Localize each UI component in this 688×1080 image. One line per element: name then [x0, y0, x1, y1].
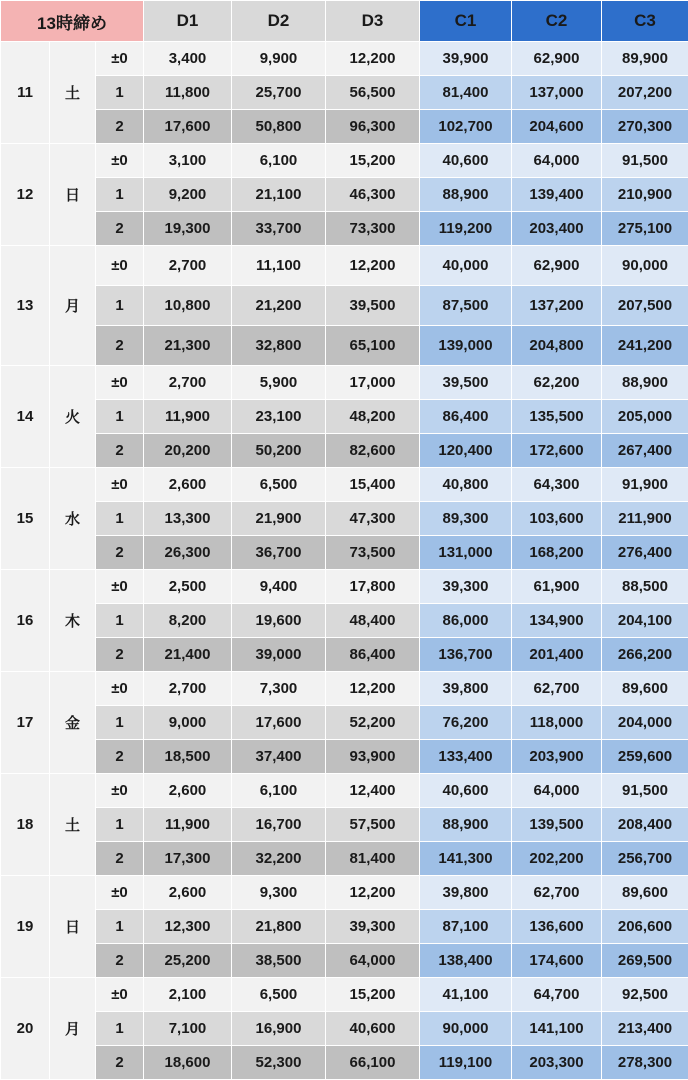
table-row	[1, 1012, 688, 1046]
value-cell-d2: 32,200	[232, 842, 326, 876]
value-cell-c2: 62,200	[512, 366, 602, 400]
table-row	[1, 110, 688, 144]
value-cell-d2: 5,900	[232, 366, 326, 400]
value-cell-d1: 2,500	[144, 570, 232, 604]
header-row	[1, 1, 688, 42]
level-label: 2	[96, 740, 144, 774]
value-cell-c2: 172,600	[512, 434, 602, 468]
table-row	[1, 774, 688, 808]
column-header-d3: D3	[326, 1, 420, 42]
level-label: ±0	[96, 246, 144, 286]
day-number: 17	[1, 672, 50, 774]
value-cell-d3: 65,100	[326, 326, 420, 366]
table-row	[1, 740, 688, 774]
value-cell-c3: 204,100	[602, 604, 688, 638]
value-cell-c1: 133,400	[420, 740, 512, 774]
value-cell-c3: 208,400	[602, 808, 688, 842]
level-label: 1	[96, 502, 144, 536]
value-cell-d1: 19,300	[144, 212, 232, 246]
value-cell-c3: 92,500	[602, 978, 688, 1012]
day-of-week: 日	[50, 876, 96, 978]
table-row	[1, 978, 688, 1012]
value-cell-c1: 86,000	[420, 604, 512, 638]
day-of-week: 金	[50, 672, 96, 774]
day-of-week: 火	[50, 366, 96, 468]
value-cell-d2: 6,100	[232, 144, 326, 178]
value-cell-c2: 135,500	[512, 400, 602, 434]
value-cell-c3: 210,900	[602, 178, 688, 212]
value-cell-c1: 119,200	[420, 212, 512, 246]
value-cell-d2: 6,500	[232, 978, 326, 1012]
value-cell-d3: 12,200	[326, 42, 420, 76]
value-cell-d2: 9,400	[232, 570, 326, 604]
value-cell-c2: 64,700	[512, 978, 602, 1012]
level-label: ±0	[96, 42, 144, 76]
value-cell-c3: 88,900	[602, 366, 688, 400]
value-cell-d3: 15,200	[326, 144, 420, 178]
day-of-week: 日	[50, 144, 96, 246]
value-cell-c1: 141,300	[420, 842, 512, 876]
value-cell-c3: 259,600	[602, 740, 688, 774]
value-cell-c3: 241,200	[602, 326, 688, 366]
day-number: 15	[1, 468, 50, 570]
level-label: ±0	[96, 366, 144, 400]
value-cell-c2: 103,600	[512, 502, 602, 536]
value-cell-d3: 17,800	[326, 570, 420, 604]
value-cell-d3: 57,500	[326, 808, 420, 842]
value-cell-c2: 202,200	[512, 842, 602, 876]
value-cell-d1: 2,700	[144, 246, 232, 286]
value-cell-d1: 18,500	[144, 740, 232, 774]
value-cell-d1: 21,400	[144, 638, 232, 672]
value-cell-d3: 17,000	[326, 366, 420, 400]
value-cell-c3: 266,200	[602, 638, 688, 672]
value-cell-d3: 96,300	[326, 110, 420, 144]
column-header-c1: C1	[420, 1, 512, 42]
value-cell-d1: 17,300	[144, 842, 232, 876]
day-number: 13	[1, 246, 50, 366]
value-cell-d2: 39,000	[232, 638, 326, 672]
value-cell-c1: 81,400	[420, 76, 512, 110]
value-cell-d2: 23,100	[232, 400, 326, 434]
value-cell-d2: 6,500	[232, 468, 326, 502]
value-cell-d2: 21,800	[232, 910, 326, 944]
value-cell-c2: 201,400	[512, 638, 602, 672]
level-label: 2	[96, 1046, 144, 1080]
value-cell-c1: 89,300	[420, 502, 512, 536]
value-cell-d1: 21,300	[144, 326, 232, 366]
level-label: 2	[96, 842, 144, 876]
value-cell-d3: 15,200	[326, 978, 420, 1012]
table-row	[1, 42, 688, 76]
level-label: 2	[96, 638, 144, 672]
value-cell-c1: 136,700	[420, 638, 512, 672]
value-cell-d1: 18,600	[144, 1046, 232, 1080]
value-cell-c3: 211,900	[602, 502, 688, 536]
day-number: 14	[1, 366, 50, 468]
value-cell-d3: 48,200	[326, 400, 420, 434]
level-label: ±0	[96, 774, 144, 808]
value-cell-c3: 267,400	[602, 434, 688, 468]
level-label: 2	[96, 110, 144, 144]
level-label: 1	[96, 604, 144, 638]
value-cell-d3: 46,300	[326, 178, 420, 212]
value-cell-d3: 39,500	[326, 286, 420, 326]
value-cell-c1: 39,900	[420, 42, 512, 76]
value-cell-c2: 64,000	[512, 774, 602, 808]
value-cell-c3: 91,500	[602, 144, 688, 178]
level-label: 1	[96, 1012, 144, 1046]
value-cell-c1: 90,000	[420, 1012, 512, 1046]
value-cell-c3: 90,000	[602, 246, 688, 286]
value-cell-d2: 25,700	[232, 76, 326, 110]
value-cell-d2: 33,700	[232, 212, 326, 246]
value-cell-c1: 102,700	[420, 110, 512, 144]
table-title: 13時締め	[1, 1, 144, 42]
day-of-week: 月	[50, 246, 96, 366]
day-number: 20	[1, 978, 50, 1080]
value-cell-c3: 207,500	[602, 286, 688, 326]
value-cell-d3: 73,500	[326, 536, 420, 570]
value-cell-c1: 39,300	[420, 570, 512, 604]
value-cell-d3: 82,600	[326, 434, 420, 468]
value-cell-c1: 87,500	[420, 286, 512, 326]
table-row	[1, 76, 688, 110]
table-row	[1, 144, 688, 178]
day-of-week: 月	[50, 978, 96, 1080]
value-cell-c2: 139,400	[512, 178, 602, 212]
value-cell-d3: 15,400	[326, 468, 420, 502]
value-cell-d1: 2,600	[144, 468, 232, 502]
value-cell-c1: 41,100	[420, 978, 512, 1012]
table-row	[1, 178, 688, 212]
day-number: 18	[1, 774, 50, 876]
value-cell-c2: 174,600	[512, 944, 602, 978]
table-row	[1, 910, 688, 944]
value-cell-d2: 16,900	[232, 1012, 326, 1046]
value-cell-d3: 48,400	[326, 604, 420, 638]
value-cell-c1: 119,100	[420, 1046, 512, 1080]
value-cell-d2: 50,800	[232, 110, 326, 144]
value-cell-d1: 13,300	[144, 502, 232, 536]
value-cell-c1: 131,000	[420, 536, 512, 570]
day-of-week: 木	[50, 570, 96, 672]
table-row	[1, 366, 688, 400]
value-cell-c2: 204,600	[512, 110, 602, 144]
value-cell-d2: 11,100	[232, 246, 326, 286]
value-cell-d3: 66,100	[326, 1046, 420, 1080]
level-label: 2	[96, 536, 144, 570]
day-of-week: 土	[50, 774, 96, 876]
value-cell-d2: 32,800	[232, 326, 326, 366]
column-header-d1: D1	[144, 1, 232, 42]
value-cell-c1: 88,900	[420, 808, 512, 842]
value-cell-c3: 205,000	[602, 400, 688, 434]
column-header-c3: C3	[602, 1, 688, 42]
value-cell-d2: 36,700	[232, 536, 326, 570]
value-cell-d1: 3,400	[144, 42, 232, 76]
value-cell-d1: 12,300	[144, 910, 232, 944]
value-cell-d2: 21,100	[232, 178, 326, 212]
value-cell-c3: 89,600	[602, 672, 688, 706]
value-cell-c2: 139,500	[512, 808, 602, 842]
value-cell-d3: 12,200	[326, 876, 420, 910]
level-label: ±0	[96, 978, 144, 1012]
value-cell-c1: 86,400	[420, 400, 512, 434]
value-cell-c3: 276,400	[602, 536, 688, 570]
level-label: 2	[96, 212, 144, 246]
value-cell-c1: 39,800	[420, 876, 512, 910]
value-cell-c1: 39,800	[420, 672, 512, 706]
value-cell-c2: 62,700	[512, 672, 602, 706]
day-number: 19	[1, 876, 50, 978]
value-cell-c3: 269,500	[602, 944, 688, 978]
value-cell-d3: 39,300	[326, 910, 420, 944]
table-body	[1, 1, 688, 1080]
level-label: 1	[96, 910, 144, 944]
level-label: ±0	[96, 876, 144, 910]
table-row	[1, 400, 688, 434]
value-cell-d1: 25,200	[144, 944, 232, 978]
value-cell-d1: 17,600	[144, 110, 232, 144]
table-row	[1, 246, 688, 286]
level-label: 1	[96, 178, 144, 212]
value-cell-d1: 11,900	[144, 400, 232, 434]
value-cell-d3: 56,500	[326, 76, 420, 110]
value-cell-d3: 12,200	[326, 672, 420, 706]
value-cell-d2: 38,500	[232, 944, 326, 978]
value-cell-c3: 89,600	[602, 876, 688, 910]
value-cell-c3: 88,500	[602, 570, 688, 604]
value-cell-d1: 9,200	[144, 178, 232, 212]
level-label: 1	[96, 76, 144, 110]
value-cell-c1: 120,400	[420, 434, 512, 468]
level-label: 1	[96, 706, 144, 740]
value-cell-d1: 2,700	[144, 366, 232, 400]
day-of-week: 水	[50, 468, 96, 570]
value-cell-c2: 64,300	[512, 468, 602, 502]
value-cell-d2: 7,300	[232, 672, 326, 706]
value-cell-c2: 203,400	[512, 212, 602, 246]
value-cell-c2: 141,100	[512, 1012, 602, 1046]
value-cell-c3: 89,900	[602, 42, 688, 76]
value-cell-c1: 40,600	[420, 144, 512, 178]
table-row	[1, 536, 688, 570]
value-cell-c3: 213,400	[602, 1012, 688, 1046]
table-row	[1, 672, 688, 706]
value-cell-d2: 9,300	[232, 876, 326, 910]
level-label: ±0	[96, 672, 144, 706]
level-label: 1	[96, 286, 144, 326]
table-row	[1, 468, 688, 502]
level-label: ±0	[96, 468, 144, 502]
level-label: 2	[96, 944, 144, 978]
value-cell-c1: 40,800	[420, 468, 512, 502]
value-cell-d1: 2,600	[144, 774, 232, 808]
value-cell-d1: 11,900	[144, 808, 232, 842]
table-row	[1, 638, 688, 672]
value-cell-d2: 21,200	[232, 286, 326, 326]
value-cell-d3: 86,400	[326, 638, 420, 672]
value-cell-c2: 118,000	[512, 706, 602, 740]
value-cell-c2: 64,000	[512, 144, 602, 178]
table-row	[1, 212, 688, 246]
value-cell-d2: 52,300	[232, 1046, 326, 1080]
value-cell-d1: 2,600	[144, 876, 232, 910]
day-number: 12	[1, 144, 50, 246]
value-cell-d3: 47,300	[326, 502, 420, 536]
value-cell-d1: 10,800	[144, 286, 232, 326]
value-cell-c3: 91,900	[602, 468, 688, 502]
table-row	[1, 706, 688, 740]
value-cell-c1: 76,200	[420, 706, 512, 740]
value-cell-d2: 19,600	[232, 604, 326, 638]
table-row	[1, 570, 688, 604]
value-cell-d2: 6,100	[232, 774, 326, 808]
value-cell-c3: 270,300	[602, 110, 688, 144]
level-label: 1	[96, 400, 144, 434]
value-cell-c2: 134,900	[512, 604, 602, 638]
level-label: 2	[96, 326, 144, 366]
value-cell-d1: 20,200	[144, 434, 232, 468]
value-cell-c2: 136,600	[512, 910, 602, 944]
value-cell-c1: 138,400	[420, 944, 512, 978]
value-cell-d1: 3,100	[144, 144, 232, 178]
value-cell-d2: 17,600	[232, 706, 326, 740]
value-cell-c3: 278,300	[602, 1046, 688, 1080]
value-cell-c2: 168,200	[512, 536, 602, 570]
table-row	[1, 842, 688, 876]
value-cell-d1: 9,000	[144, 706, 232, 740]
value-cell-c2: 137,200	[512, 286, 602, 326]
value-cell-d1: 26,300	[144, 536, 232, 570]
day-number: 11	[1, 42, 50, 144]
table-row	[1, 876, 688, 910]
value-cell-d1: 2,100	[144, 978, 232, 1012]
value-cell-c3: 256,700	[602, 842, 688, 876]
value-cell-c1: 87,100	[420, 910, 512, 944]
value-cell-d3: 12,200	[326, 246, 420, 286]
value-cell-c1: 40,000	[420, 246, 512, 286]
table-row	[1, 808, 688, 842]
value-cell-c1: 139,000	[420, 326, 512, 366]
table-row	[1, 502, 688, 536]
day-of-week: 土	[50, 42, 96, 144]
value-cell-c1: 40,600	[420, 774, 512, 808]
value-cell-d3: 40,600	[326, 1012, 420, 1046]
value-cell-d3: 93,900	[326, 740, 420, 774]
value-cell-d1: 11,800	[144, 76, 232, 110]
value-cell-c2: 137,000	[512, 76, 602, 110]
value-cell-d3: 81,400	[326, 842, 420, 876]
value-cell-c2: 61,900	[512, 570, 602, 604]
table-row	[1, 1046, 688, 1080]
value-cell-d1: 2,700	[144, 672, 232, 706]
value-cell-c2: 204,800	[512, 326, 602, 366]
value-cell-c2: 62,700	[512, 876, 602, 910]
value-cell-d2: 9,900	[232, 42, 326, 76]
level-label: ±0	[96, 570, 144, 604]
value-cell-d2: 37,400	[232, 740, 326, 774]
value-cell-d3: 64,000	[326, 944, 420, 978]
table-row	[1, 286, 688, 326]
value-cell-c3: 91,500	[602, 774, 688, 808]
column-header-c2: C2	[512, 1, 602, 42]
value-cell-d3: 52,200	[326, 706, 420, 740]
value-cell-d2: 50,200	[232, 434, 326, 468]
level-label: 1	[96, 808, 144, 842]
level-label: ±0	[96, 144, 144, 178]
day-number: 16	[1, 570, 50, 672]
value-cell-c2: 203,900	[512, 740, 602, 774]
value-cell-c3: 204,000	[602, 706, 688, 740]
value-cell-c3: 207,200	[602, 76, 688, 110]
table-row	[1, 326, 688, 366]
table-row	[1, 944, 688, 978]
value-cell-c2: 203,300	[512, 1046, 602, 1080]
column-header-d2: D2	[232, 1, 326, 42]
value-cell-c2: 62,900	[512, 42, 602, 76]
value-cell-c1: 88,900	[420, 178, 512, 212]
value-cell-c2: 62,900	[512, 246, 602, 286]
value-cell-d3: 12,400	[326, 774, 420, 808]
table-row	[1, 604, 688, 638]
table-row	[1, 434, 688, 468]
value-cell-c1: 39,500	[420, 366, 512, 400]
value-cell-d1: 7,100	[144, 1012, 232, 1046]
level-label: 2	[96, 434, 144, 468]
value-cell-d1: 8,200	[144, 604, 232, 638]
value-cell-d3: 73,300	[326, 212, 420, 246]
value-cell-d2: 21,900	[232, 502, 326, 536]
value-cell-c3: 275,100	[602, 212, 688, 246]
value-cell-d2: 16,700	[232, 808, 326, 842]
value-cell-c3: 206,600	[602, 910, 688, 944]
